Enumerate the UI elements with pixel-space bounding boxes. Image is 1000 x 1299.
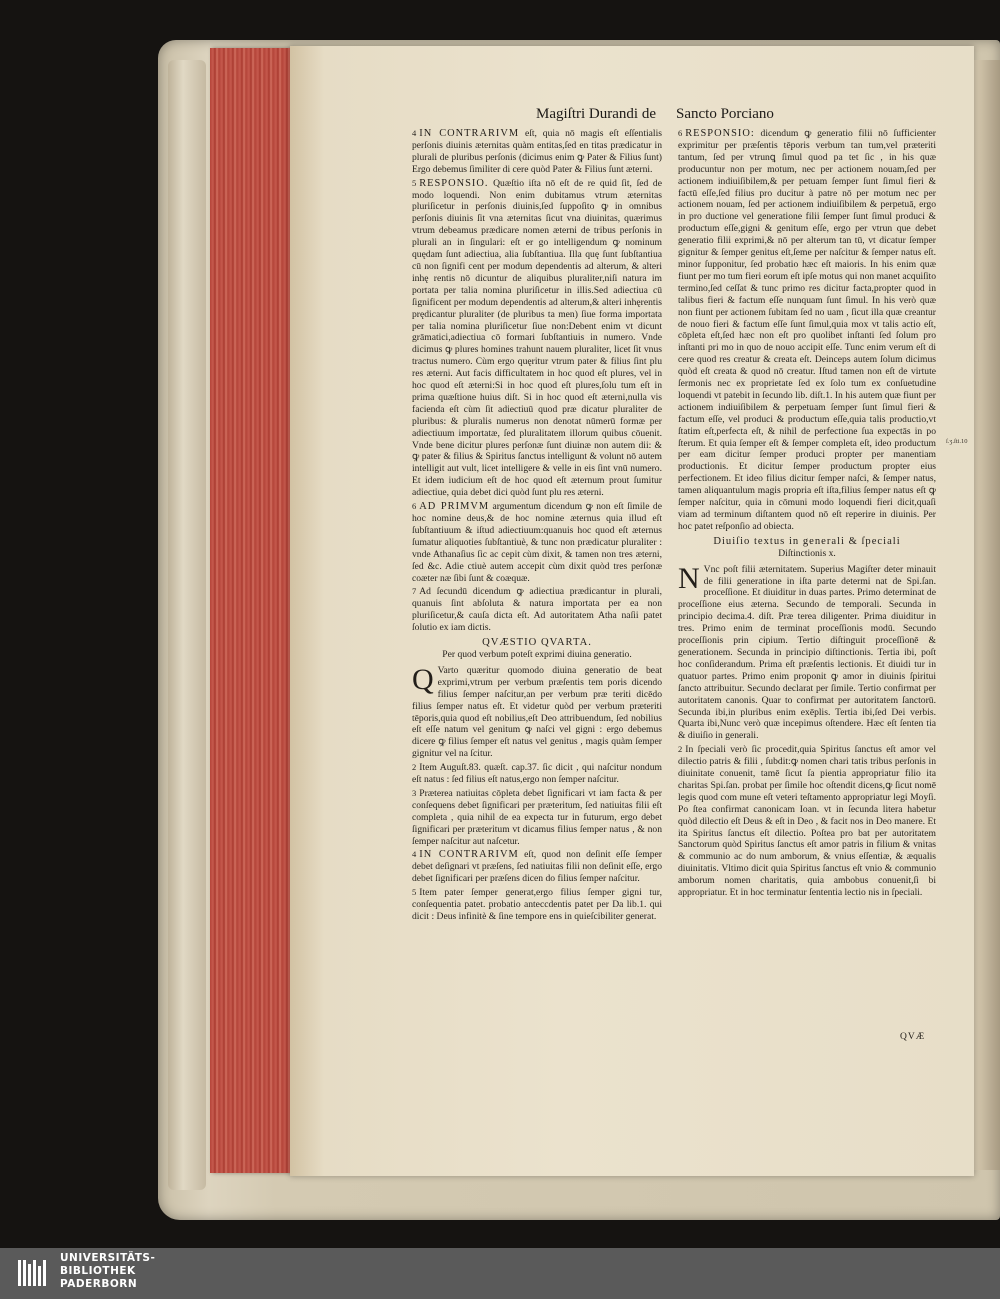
paragraph-text: eſt, quia nō magis eſt eſſentialis perſonis diuinis æternitas quàm entitas,ſed en titas prædicatur in plurali de pluribus perſonis (dicimus enim ꝙ Pater & Filius ſunt) Ergo debemus ſimiliter di cere quòd Pater & Filius ſunt æterni. (412, 128, 663, 175)
paragraph-lead: RESPONSIO. (419, 177, 489, 189)
paragraph-text: Vnc poſt filii æternitatem. Superius Magiſter deter minauit de filii generatione in iſta parte determi nat de Spi.ſan. proceſſione. Et diuiditur in duas partes. Primo determinat de proceſſione eius æterna. Secundo de temporali. Secunda in principio decima.4. diſt. Præ terea diligenter. Prima diuiditur in tres. Primo enim de terminat proceſſionis modū. Secundo proceſſionis prin cipium. Tertio diſtinguit proceſſionē & generationem. Secunda in principio diſtinctionis. Tertia ibi, poſt hoc conſiderandum. Prima eſt præſentis lectionis. Et diuidi tur in quatuor partes. Primo enim proponit ꝙ amor in diuinis ſpiritui ſancto attribuitur. Secundo declarat per ſimile. Tertio confirmat per autoritatem canonis. Quar to confirmat per autoritatem ſanctorū. Secunda ibi,in pluribus enim exēplis. Tertia ibi,ſed Dei verbis. Quarta ibi,Nunc verò quæ incepimus oſtendere. Hæc eſt ſenten tia & diuiſio in generali. (678, 563, 936, 742)
question-paragraph (412, 662, 662, 760)
paragraph (412, 887, 662, 923)
red-page-edges (210, 48, 292, 1173)
library-logo-icon (16, 1256, 50, 1290)
paragraph-number: 2 (412, 762, 417, 773)
paragraph-number: 6 (412, 501, 417, 512)
paragraph (412, 788, 662, 848)
paragraph-number: 5 (412, 177, 417, 188)
question-title: QVÆSTIO QVARTA. (482, 637, 592, 649)
library-name-line-2: BIBLIOTHEK (60, 1265, 136, 1277)
paragraph-text: Præterea natiuitas cōpleta debet ſignificari vt iam facta & per conſequens debet ſignificari per præteritum, ſed natiuitas filii eſt completa , quia nihil de ea expecta tur in futurum, ergo debet ſignificari per præteritum vt dicamus filius ſemper natus , & non ſemper naſcitur aut naſcetur. (412, 787, 662, 847)
page-right-edge (974, 60, 1000, 1170)
paragraph-lead: IN CONTRARIVM (419, 849, 519, 861)
paragraph (412, 849, 662, 885)
paragraph-lead: IN CONTRARIVM (419, 128, 520, 139)
paragraph-text: eſt, quod non deſinit eſſe ſemper debet deſignari vt præſens, ſed natiuitas filii non deſinit eſſe, ergo debet ſignificari per præſens dicen do filius ſemper naſcitur. (412, 849, 662, 885)
paragraph-number: 2 (678, 744, 683, 755)
paragraph (678, 128, 936, 533)
running-header-right: Sancto Porciano (676, 106, 774, 122)
library-name (60, 1252, 155, 1291)
paragraph (412, 128, 662, 176)
paragraph (412, 178, 662, 499)
paragraph-number: 4 (412, 128, 417, 138)
division-title: Diuiſio textus in generali & ſpeciali (713, 535, 901, 547)
library-name-line-3: PADERBORN (60, 1278, 138, 1290)
paragraph-text: Varto quæritur quomodo diuina generatio de beat exprimi,vtrum per verbum præſentis tem poris dicendo filius ſemper naſcitur,an per verbum præ teriti dicēdo filius ſemper natus eſt. Et videtur quòd per verbum præteriti tēporis,quia quod eſt nobilius,eſt Deo attribuendum, ſed nobilius eſt eſſe natum vel genitum ꝙ naſci vel gigni : ergo debemus dicere ꝙ filius ſemper eſt natus vel genitus , magis quàm ſemper gignitur vel na ſcitur. (412, 664, 662, 760)
right-text-column (678, 128, 936, 901)
catchword: QVÆ (900, 1032, 926, 1042)
paragraph-number: 7 (412, 586, 417, 597)
paragraph-text: argumentum dicendum ꝙ non eſt ſimile de hoc nomine deus,& de hoc nomine æternus quia illud eſt ſubſtantiuum & iſtud adiectiuum:quanuis hoc quod eſt æternus ſumatur aliquoties ſubſtantiuè, & tunc non prædicatur pluraliter : vnde Athanaſius ſic ac cepit cùm dixit, & tamen non tres æterni, ſed &c. Adie ctiuè autem accepit cùm dixit quòd tres perſonæ coæter næ ſibi ſunt & coæquæ. (412, 501, 662, 584)
paragraph-lead: RESPONSIO: (685, 128, 755, 139)
paragraph (412, 501, 662, 584)
paragraph-text: Quæſtio iſta nō eſt de re quid ſit, ſed de modo loquendi. Non enim dubitamus vtrum æternitas pluriſicetur in perſonis diuinis,ſed ſuppoſito ꝙ in omnibus perſonis diuinis ſit vna æternitas ſicut vna diuinitas, quærimus vtrum debeamus prædicare nomen æterni de tribus perſonis in plurali an in ſingulari: eſt er go intelligendum ꝙ nominum quędam ſunt adiectiua, alia ſubſtantiua. Illa quę ſunt ſubſtantiua cū non ſignifi cent per modum dependentis ad alterum, & alteri inhę rentis nō dicuntur de aliquibus pluraliter,niſi natura im portata per talia nomina pluriſicetur in illis.Sed adiectiua cū ſignificent per modum dependentis ad alterum,& alteri inhęrentis prędicantur pluraliter (de pluribus ta men) ſiue forma importata per talia nomina pluriſicetur ſiue non:Debent enim vt dicunt grāmatici,adiectiua cō formari ſubſtantiuis in numero. Vnde dicimus ꝙ plures homines trahunt nauem pluraliter, licet ſit vnus tractus numero. Cùm ergo quęritur vtrum pater & filius ſint plu res æterni. Aut facis difficultatem in hoc quod eſt plures, vel in hoc quod eſt æterni:Si in hoc quod eſt plures,ſolu tum eſt in prima quæſtione huius diſt. Si in hoc quod eſt æterni,nulla vis facienda eſt cùm ſit adiectiuū quod præ dicatur pluraliter de pluribus: & pluralis numerus non denotat nūmerū formæ per adiectiuum importatæ, ſed pluralitatem illorum quibus cōuenit. Vnde bene dicitur plures perſonæ ſunt diuinæ non autem dii: & ꝙ pater & filius & Spiritus ſanctus intelligunt & volunt nō autem intelligit aut vult, licet intelligere & velle in eis ſint vnū numero. Et idem iudicium eſt de hoc quod eſt æternum prout ſumitur adiectiue, quia debet dici quòd ſunt plu res æterni. (412, 177, 662, 499)
question-subtitle: Per quod verbum poteſt exprimi diuina generatio. (442, 648, 632, 660)
drop-capital: N (678, 561, 700, 595)
book-page (290, 46, 974, 1176)
drop-capital: Q (412, 662, 434, 696)
library-name-line-1: UNIVERSITÄTS- (60, 1252, 156, 1264)
division-subtitle: Diſtinctionis x. (778, 547, 836, 559)
left-text-column (412, 128, 662, 925)
paragraph (678, 744, 936, 899)
library-footer (0, 1248, 1000, 1299)
paragraph-number: 3 (412, 787, 417, 798)
binding-fold (168, 60, 206, 1190)
running-header-left: Magiſtri Durandi de (536, 106, 656, 122)
paragraph-text: dicendum ꝙ generatio filii nō ſufficienter exprimitur per præſentis tēporis verbum tan tum,vel præteriti tantum, ſed per vtrunꝗ ſimul quod pa tet ſic , in his quæ producuntur non per motum, nec per actionem nouam,ſed per actionem indiuiſibilem,& per petuam ſemper ſunt ſimul fieri & factū eſſe,ſed filius pro ducitur à patre nō per motum nec per actionem nouam, ſed per actionem indiuiſibilem & perpetuā, ergo in pro ductione vel generatione filii ſemper ſunt ſimul produci & productum eſſe,gigni & genitum eſſe, ergo per vtrun que debet generatio filii exprimi,& nō per alterum tan tū, vt dicatur ſemper gignitur & ſemper genitus eſt,ſeme per naſcitur & ſemper natus eſt. minor ſupponitur, ſed probatio hæc eſt maioris. In his enim quæ fiunt per mo tum fieri eorum eſt ipſe motus qui non manet acquiſito termino,ſed ceſſat & tunc primo res dicitur facta,propter quod in talibus fieri & factum eſſe nunquam ſunt ſimul. In his verò quæ non fiunt per actionem ſubitam ſed no uam , ſicut illa quæ creantur de nouo fieri & factum eſſe ſunt ſimul,quia mox vt talis actio eſt, cōpleta eſt,ſed hæc non eſt pro quolibet inſtanti ſed ſolum pro inſtanti pri mo in quo de nouo accipit eſſe. Tunc enim verum eſt di cere quod res creatur & creata eſt. Deinceps autem ſolum dicimus quòd eſt creata & quod nō creatur. Iſtud tamen non eſt de virtute ſermonis nec ex proprietate ſed ex ſolo tum ex conſuetudine loquendi vt patebit in ſecundo lib. diſt.1. In his autem quæ fiunt per actionem indiuiſibilem & perpetuam ſemper ſunt ſimul fieri & factum eſſe, vel produci & productum eſſe,quia talis productio,vt ſtatim eſt,perfecta eſt, & nihil de perfectione ſua expectās in po ſterum. Et quia ſemper eſt & ſemper completa eſt, ideo productum per eam dicitur ſemper produci propter per manentiam productionis. Et dicitur ſemper productum propter eius perfectionem. Et ideo filius dicitur ſemper naſci, & ſemper natus, tamen aliquantulum magis propria eſt iſta,filius ſemper natus eſt ꝙ ſemper naſcitur, quia in cōmuni modo loquendi fieri dicit,quaſi viam ad terminum diſtantem quod nō eſt reperire in diuinis. Per hoc patet reſponſio ad obiecta. (678, 128, 936, 532)
paragraph-text: Ad ſecundū dicendum ꝙ adiectiua prædicantur in plurali, quanuis ſint abſoluta & natura importata per ea non pluriſicetur,& cauſa dicta eſt. Ad autoritatem Atha naſii patet ſolutio ex iam dictis. (412, 586, 662, 634)
paragraph-number: 4 (412, 849, 417, 860)
paragraph (412, 586, 662, 634)
paragraph-text: Item Auguſt.83. quæſt. cap.37. ſic dicit , qui naſcitur nondum eſt natus : ſed filius eſt natus,ergo non ſemper naſcitur. (412, 762, 662, 786)
paragraph-number: 5 (412, 887, 417, 898)
paragraph-text: In ſpeciali verò ſic procedit,quia Spiritus ſanctus eſt amor vel dilectio patris & filii , ſubdit:ꝙ nomen chari tatis tribus perſonis in diuinitate conuenit, tamē ſicut ſa pientia appropriatur filio ita charitas Spi.ſan. probat per ſimile hoc oſtendit dicens,ꝙ ſicut nomē legis quod com mune eſt veteri teſtamento appropriatur legi Moyſi. Po ſtea confirmat canonicam Ioan. vt in ſecunda litera habetur quòd dilectio eſt Deus & eſt in Deo , & facit nos in Deo manere. Et ita Spiritus ſanctus eſt dilectio. Poſtea pro bat per autoritatem Sanctorum quòd Spiritus ſanctus eſt amor patris in filium & vnitas & communio ac do num amborum, & vnius eſſentiæ, & æqualis diuinitatis. Vltimo dicit quia Spiritus ſanctus eſt vnio & communio amborum nomen charitatis, quia ambobus conuenit,ſi bi appropriatur. Et in hoc terminatur ſententia lectio nis in ſpeciali. (678, 744, 936, 899)
paragraph-number: 6 (678, 128, 683, 138)
division-paragraph (678, 561, 936, 743)
margin-note: ſ.ʒ.ſti.10 (946, 438, 968, 445)
paragraph (412, 762, 662, 786)
paragraph-text: Item pater ſemper generat,ergo filius ſemper gigni tur, conſequentia patet. probatio anteccdentis patet per Da lib.1. qui dicit : Deus infinitè & ſine tempore ens in quieſcibiliter generat. (412, 887, 662, 922)
paragraph-lead: AD PRIMVM (419, 501, 490, 513)
